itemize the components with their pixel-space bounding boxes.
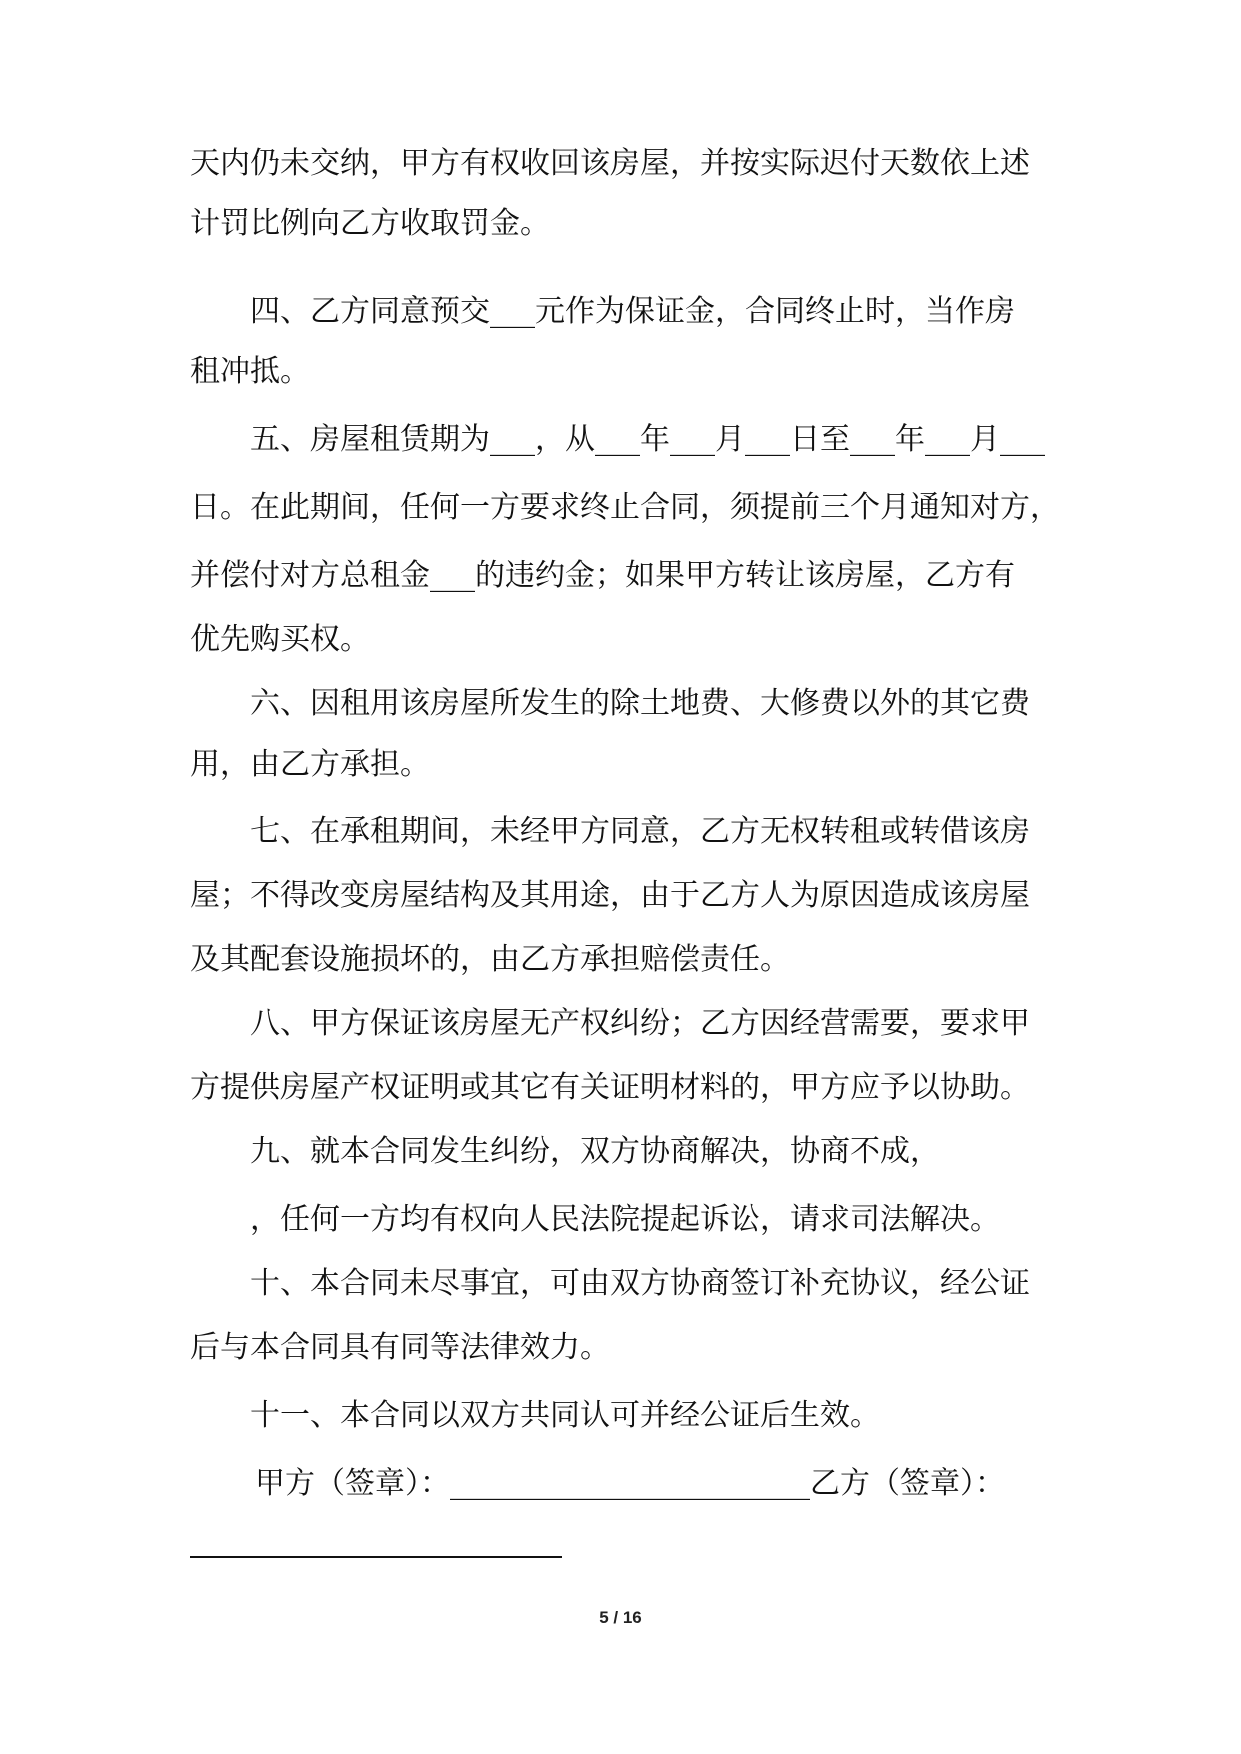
text-line: 天内仍未交纳，甲方有权收回该房屋，并按实际迟付天数依上述 xyxy=(190,146,1030,181)
clause-8-line: 八、甲方保证该房屋无产权纠纷；乙方因经营需要，要求甲 xyxy=(250,1006,1030,1041)
clause-6-line: 六、因租用该房屋所发生的除土地费、大修费以外的其它费 xyxy=(250,686,1030,721)
signature-line: 甲方（签章）：________________________乙方（签章）： xyxy=(255,1466,1005,1501)
clause-11-line: 十一、本合同以双方共同认可并经公证后生效。 xyxy=(250,1398,880,1433)
text-line: 用，由乙方承担。 xyxy=(190,747,430,782)
clause-4-line: 四、乙方同意预交___元作为保证金，合同终止时，当作房 xyxy=(250,294,1015,329)
clause-5-line: 五、房屋租赁期为___，从___年___月___日至___年___月___ xyxy=(250,422,1045,457)
text-line: 优先购买权。 xyxy=(190,622,370,657)
text-line: 并偿付对方总租金___的违约金；如果甲方转让该房屋，乙方有 xyxy=(190,558,1015,593)
text-line: 及其配套设施损坏的，由乙方承担赔偿责任。 xyxy=(190,942,790,977)
text-line: 日。在此期间，任何一方要求终止合同，须提前三个月通知对方， xyxy=(190,490,1060,525)
page-number: 5 / 16 xyxy=(599,1608,642,1627)
text-line: 租冲抵。 xyxy=(190,354,310,389)
text-line: 方提供房屋产权证明或其它有关证明材料的，甲方应予以协助。 xyxy=(190,1070,1030,1105)
clause-9-line: 九、就本合同发生纠纷，双方协商解决，协商不成， xyxy=(250,1134,940,1169)
text-line: 计罚比例向乙方收取罚金。 xyxy=(190,206,550,241)
text-line: ，任何一方均有权向人民法院提起诉讼，请求司法解决。 xyxy=(250,1202,1000,1237)
clause-10-line: 十、本合同未尽事宜，可由双方协商签订补充协议，经公证 xyxy=(250,1266,1030,1301)
signature-underline xyxy=(190,1556,562,1558)
text-line: 后与本合同具有同等法律效力。 xyxy=(190,1330,610,1365)
clause-7-line: 七、在承租期间，未经甲方同意，乙方无权转租或转借该房 xyxy=(250,814,1030,849)
text-line: 屋；不得改变房屋结构及其用途，由于乙方人为原因造成该房屋 xyxy=(190,878,1030,913)
